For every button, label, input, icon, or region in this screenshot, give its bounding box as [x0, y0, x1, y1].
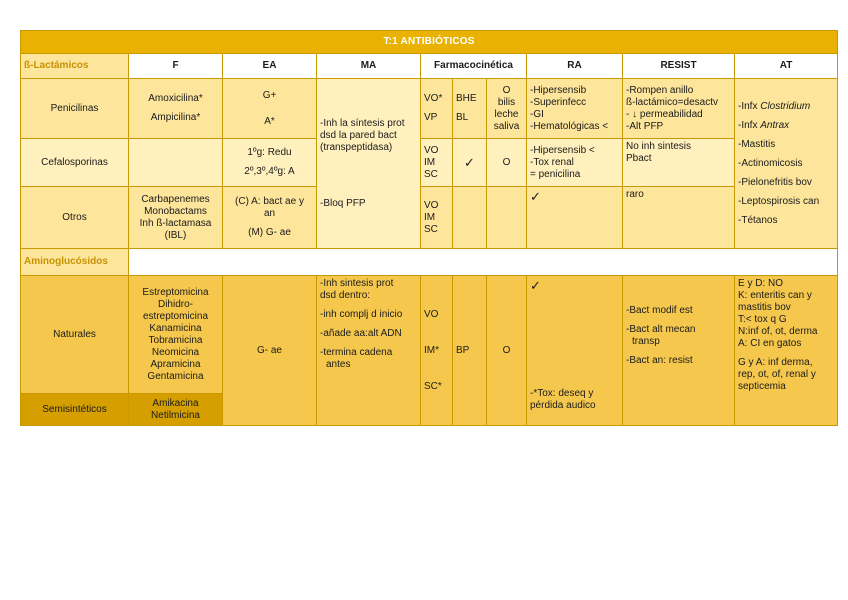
row-label-naturales: Naturales — [21, 276, 129, 394]
header-at: AT — [735, 54, 838, 79]
f-item: Carbapenemes — [141, 193, 210, 205]
o-item: saliva — [493, 120, 520, 132]
via-item: SC — [424, 168, 438, 180]
via-item: VP — [424, 112, 438, 123]
header-farmacocinetica: Farmacocinética — [421, 54, 527, 79]
header-resist: RESIST — [623, 54, 735, 79]
row-penicilinas — [21, 79, 838, 139]
row-label-penicilinas: Penicilinas — [21, 79, 129, 139]
at-item: K: enteritis can y — [738, 290, 812, 301]
ma-line: -inh complj d inicio — [320, 309, 403, 320]
header-betalactamicos: ß-Lactámicos — [21, 54, 129, 79]
amino-o: O — [487, 276, 527, 426]
otros-ea — [223, 187, 317, 249]
cefalosporinas-o: O — [487, 139, 527, 187]
row-cefalosporinas — [21, 139, 838, 187]
otros-o — [487, 187, 527, 249]
bhe-item: BL — [456, 112, 469, 123]
at-item: G y A: inf derma, — [738, 357, 813, 368]
amino-resist — [623, 276, 735, 426]
penicilinas-bhe — [453, 79, 487, 139]
f-item: estreptomicina — [142, 310, 209, 322]
f-item: Amoxicilina* — [148, 93, 203, 104]
via-item: VO — [424, 144, 439, 156]
f-item: Ampicilina* — [150, 112, 201, 123]
row-label-cefalosporinas: Cefalosporinas — [21, 139, 129, 187]
at-item: -Pielonefritis bov — [738, 176, 812, 188]
f-item: Amikacina — [152, 397, 199, 409]
ea-item: G+ — [262, 89, 277, 101]
otros-f — [129, 187, 223, 249]
ea-item: 1ºg: Redu — [247, 147, 292, 158]
ra-item: -Hipersensib — [530, 84, 587, 96]
ma-line: -termina cadena — [320, 347, 393, 358]
at-item: mastitis bov — [738, 302, 791, 313]
table-title: T:1 ANTIBIÓTICOS — [21, 31, 838, 54]
resist-item: -Rompen anillo — [626, 84, 694, 96]
ma-line: antes — [326, 359, 351, 370]
at-item: -Tétanos — [738, 214, 778, 226]
naturales-f — [129, 276, 223, 394]
ra-item: -GI — [530, 108, 544, 120]
bhe-item: BHE — [456, 93, 477, 104]
o-item: bilis — [497, 96, 516, 108]
at-item: septicemia — [738, 381, 786, 392]
penicilinas-f — [129, 79, 223, 139]
ea-item: A* — [264, 115, 275, 127]
penicilinas-ea — [223, 79, 317, 139]
amino-ra — [527, 276, 623, 426]
via-item: IM — [424, 211, 436, 223]
cefalosporinas-resist — [623, 139, 735, 187]
semisinteticos-f — [129, 394, 223, 426]
via-item: IM — [424, 156, 436, 168]
otros-via — [421, 187, 453, 249]
ea-item: (C) A: bact ae y — [235, 196, 304, 207]
f-item: Apramicina — [150, 358, 201, 370]
ma-line: dsd la pared bact — [320, 129, 397, 141]
row-label-otros: Otros — [21, 187, 129, 249]
at-item: E y D: NO — [738, 278, 784, 289]
cefalosporinas-ea — [223, 139, 317, 187]
ea-item: an — [263, 208, 276, 219]
via-item: VO — [424, 308, 439, 320]
f-item: Neomicina — [151, 346, 200, 358]
amino-ea: G- ae — [223, 276, 317, 426]
f-item: Gentamicina — [147, 370, 204, 382]
cefalosporinas-ra — [527, 139, 623, 187]
via-item: VO* — [424, 93, 443, 104]
resist-item: ß-lactámico=desactv — [626, 96, 718, 108]
ra-item: = penicilina — [530, 168, 581, 180]
header-row — [21, 54, 838, 79]
at-item: A: CI en gatos — [738, 338, 802, 349]
amino-bhe: BP — [453, 276, 487, 426]
header-ra: RA — [527, 54, 623, 79]
resist-item: Pbact — [626, 153, 652, 164]
ma-line: -Inh la síntesis prot — [320, 117, 405, 129]
via-item: SC* — [424, 380, 442, 392]
betalactamicos-at — [735, 79, 838, 249]
at-item: -Leptospirosis can — [738, 195, 820, 207]
at-item: -Infx Antrax — [738, 119, 790, 131]
ma-line: (transpeptidasa) — [320, 141, 393, 153]
ma-line: -Bloq PFP — [320, 197, 366, 209]
ma-line: -Inh sintesis prot — [320, 278, 394, 289]
penicilinas-via — [421, 79, 453, 139]
f-item: Monobactams — [144, 205, 207, 217]
ma-line: dsd dentro: — [320, 290, 371, 301]
f-item: (IBL) — [164, 229, 187, 241]
f-item: Dihidro- — [157, 298, 193, 310]
section-label-aminoglucosidos: Aminoglucósidos — [21, 249, 129, 276]
f-item: Kanamicina — [149, 322, 202, 334]
cefalosporinas-bhe-check: ✓ — [453, 139, 487, 187]
via-item: IM* — [424, 344, 439, 356]
row-label-semisinteticos: Semisintéticos — [21, 394, 129, 426]
ra-check: ✓ — [530, 278, 541, 293]
ra-item: -Hematológicas < — [530, 120, 609, 132]
cefalosporinas-via — [421, 139, 453, 187]
f-item: Inh ß-lactamasa — [139, 217, 212, 229]
resist-item: - ↓ permeabilidad — [626, 108, 703, 120]
resist-item: No inh sintesis — [626, 141, 692, 152]
o-item: O — [502, 84, 511, 96]
title-row — [21, 31, 838, 54]
at-item: T:< tox q G — [738, 314, 787, 325]
at-item: -Mastitis — [738, 138, 776, 150]
row-otros — [21, 187, 838, 249]
resist-item: -Bact modif est — [626, 304, 693, 316]
via-item: SC — [424, 223, 438, 235]
row-naturales — [21, 276, 838, 394]
ra-item: -Hipersensib < — [530, 144, 595, 156]
ra-item: -Superinfecc — [530, 96, 587, 108]
section-spacer — [129, 249, 838, 276]
resist-item: transp — [632, 335, 660, 347]
ra-item: -Tox renal — [530, 156, 574, 168]
otros-ra-check: ✓ — [527, 187, 623, 249]
o-item: leche — [494, 108, 519, 120]
penicilinas-resist — [623, 79, 735, 139]
at-item: N:inf of, ot, derma — [738, 326, 818, 337]
otros-resist: raro — [623, 187, 735, 249]
resist-item: -Bact an: resist — [626, 354, 693, 366]
via-item: VO — [424, 199, 439, 211]
ma-line: -añade aa:alt ADN — [320, 328, 402, 339]
ea-item: (M) G- ae — [248, 227, 291, 238]
ra-item: pérdida audico — [530, 399, 596, 411]
f-item: Tobramicina — [148, 334, 203, 346]
at-item: rep, ot, of, renal y — [738, 369, 816, 380]
betalactamicos-ma — [317, 79, 421, 249]
amino-ma — [317, 276, 421, 426]
ra-item: -*Tox: deseq y — [530, 387, 594, 399]
amino-via — [421, 276, 453, 426]
at-item: -Infx Clostridium — [738, 100, 811, 112]
resist-item: -Alt PFP — [626, 120, 664, 132]
resist-item: -Bact alt mecan — [626, 323, 696, 335]
antibiotics-table — [20, 30, 838, 426]
cefalosporinas-f — [129, 139, 223, 187]
header-ea: EA — [223, 54, 317, 79]
header-f: F — [129, 54, 223, 79]
penicilinas-o — [487, 79, 527, 139]
f-item: Netilmicina — [151, 409, 200, 421]
section-aminoglucosidos — [21, 249, 838, 276]
amino-at — [735, 276, 838, 426]
penicilinas-ra — [527, 79, 623, 139]
f-item: Estreptomicina — [142, 286, 209, 298]
header-ma: MA — [317, 54, 421, 79]
otros-bhe — [453, 187, 487, 249]
at-item: -Actinomicosis — [738, 157, 803, 169]
ea-item: 2º,3º,4ºg: A — [244, 166, 295, 177]
